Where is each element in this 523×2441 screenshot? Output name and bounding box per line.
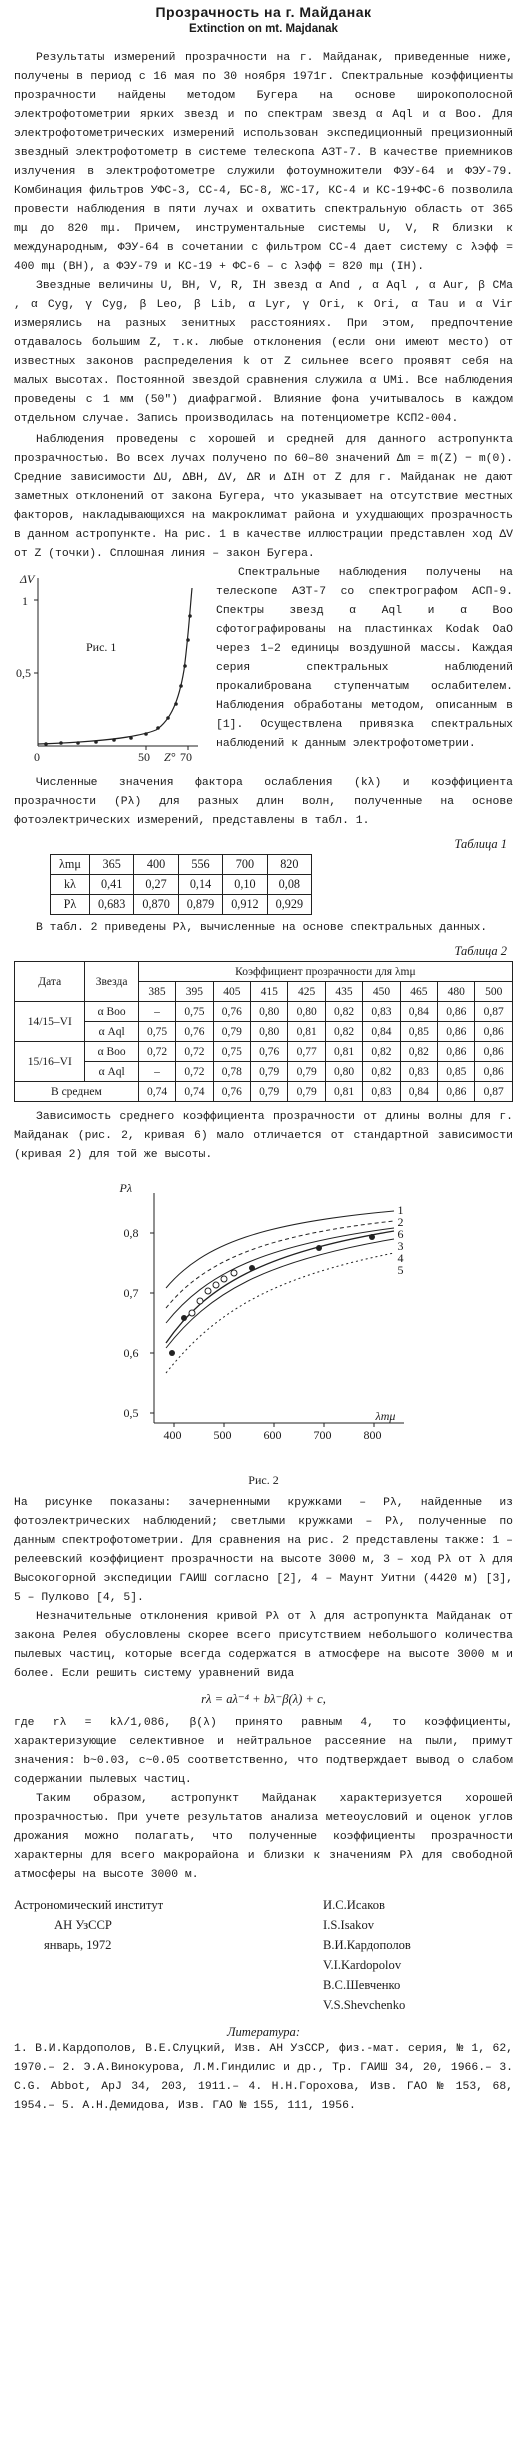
table-2-cell: 0,86	[438, 1002, 475, 1022]
table-2-cell: 0,79	[213, 1022, 250, 1042]
paragraph-conclusion: Таким образом, астропункт Майданак характеризуется хорошей прозрачностью. При учете результатов анализа метеоусловий и оценок углов дрожания можно полагать, что полученные коэффициенты прозрачности характерны для всего макрорайона и близки к значениям Pλ для свободной атмосферы на высоте 3000 м.	[14, 1793, 513, 1881]
table-1-cell: 0,929	[267, 895, 311, 915]
paragraph-table1-intro: Численные значения фактора ослабления (kλ) и коэффициента прозрачности (Pλ) для разных длин волн, полученные на основе фотоэлектрических измерений, представлены в табл. 1.	[14, 777, 513, 827]
paragraph-table2-intro: В табл. 2 приведены Pλ, вычисленные на основе спектральных данных.	[36, 922, 488, 934]
table-2-col: 425	[288, 982, 325, 1002]
table-2-cell: 0,81	[325, 1082, 362, 1102]
table-2-row	[15, 1002, 513, 1022]
table-1-cell: 0,27	[134, 875, 178, 895]
table-2-cell: 0,72	[176, 1062, 213, 1082]
paragraph-figure-legend: На рисунке показаны: зачерненными кружками – Pλ, найденные из фотоэлектрических наблюдений; светлыми кружками – Pλ, полученные по данным спектрофотометрии. Для сравнения на рис. 2 представлены также: 1 – релеевский коэффициент прозрачности на высоте 3000 м, 3 – ход Pλ от λ для Высокогорной экспедиции ГАИШ согласно [2], 4 – Маунт Уитни (4420 м) [3], 5 – Пулково [4, 5].	[14, 1497, 513, 1604]
table-2-cell: 0,81	[288, 1022, 325, 1042]
figure-1-xtick-3: 70	[180, 750, 192, 764]
signature-institution	[14, 1895, 264, 2015]
figure-2-xtick: 400	[163, 1428, 182, 1442]
table-1-header-label: λmμ	[51, 855, 90, 875]
author-en: V.I.Kardopolov	[323, 1958, 402, 1972]
table-2-cell: 0,84	[363, 1022, 400, 1042]
table-2-col: 500	[475, 982, 513, 1002]
author-ru: И.С.Исаков	[323, 1898, 385, 1912]
table-2-cell: 0,86	[438, 1082, 475, 1102]
table-1-cell: 0,14	[178, 875, 222, 895]
figure-1-xtick-2: 50	[138, 750, 150, 764]
figure-2-curve-label: 1	[397, 1203, 404, 1217]
table-2-date: 15/16–VI	[15, 1042, 85, 1082]
table-2-star: α Aql	[85, 1022, 138, 1042]
table-2-cell: 0,86	[475, 1042, 513, 1062]
page-subtitle: Extinction on mt. Majdanak	[189, 23, 338, 35]
table-2-cell: 0,84	[400, 1082, 437, 1102]
figure-1-points	[44, 614, 192, 746]
table-1-col: 365	[89, 855, 133, 875]
table-2-col: 415	[251, 982, 288, 1002]
table-1-cell: 0,879	[178, 895, 222, 915]
table-2-col: 435	[325, 982, 362, 1002]
table-1-col: 556	[178, 855, 222, 875]
table-2-cell: 0,85	[400, 1022, 437, 1042]
figure-1-plot	[16, 570, 206, 770]
table-2-star: α Aql	[85, 1062, 138, 1082]
table-2-col: 395	[176, 982, 213, 1002]
figure-2-xtick: 700	[313, 1428, 332, 1442]
table-2-cell: –	[138, 1062, 175, 1082]
page-title: Прозрачность на г. Майданак	[155, 4, 372, 20]
figure-2-xlabel: λmμ	[375, 1409, 396, 1423]
table-2-cell: 0,80	[288, 1002, 325, 1022]
literature-list	[14, 2040, 513, 2116]
table-2-date: 14/15–VI	[15, 1002, 85, 1042]
table-2-cell: 0,77	[288, 1042, 325, 1062]
academy-name: АН УзССР	[54, 1918, 112, 1932]
table-1-cell: 0,08	[267, 875, 311, 895]
figure-1-caption: Рис. 1	[86, 640, 117, 654]
table-2-cell: 0,87	[475, 1082, 513, 1102]
table-2-col: 465	[400, 982, 437, 1002]
table-2-caption: Таблица 2	[454, 944, 507, 958]
table-2-cell: 0,79	[251, 1082, 288, 1102]
figure-2-curve-label: 2	[397, 1215, 404, 1229]
table-2-cell: 0,82	[363, 1042, 400, 1062]
figure-2-ytick: 0,7	[123, 1286, 139, 1300]
table-2-date: В среднем	[15, 1082, 139, 1102]
table-1-row	[51, 895, 312, 915]
formula: rλ = aλ⁻⁴ + bλ⁻β(λ) + c,	[201, 1692, 326, 1706]
table-2-cell: 0,76	[176, 1022, 213, 1042]
table-2-cell: 0,72	[138, 1042, 175, 1062]
table-1-row-label: Pλ	[51, 895, 90, 915]
table-1-row-label: kλ	[51, 875, 90, 895]
table-2-cell: 0,80	[251, 1002, 288, 1022]
table-2-cell: 0,82	[363, 1062, 400, 1082]
table-2-cell: 0,74	[176, 1082, 213, 1102]
figure-1-xlabel: Z°	[164, 750, 176, 764]
table-2-star: α Boo	[85, 1042, 138, 1062]
table-1-cell: 0,10	[223, 875, 267, 895]
figure-2-ytick: 0,8	[123, 1226, 139, 1240]
signature-block	[14, 1895, 513, 2015]
table-2-col-star: Звезда	[85, 962, 138, 1002]
figure-2-ytick: 0,5	[123, 1406, 139, 1420]
table-2-row	[15, 1042, 513, 1062]
table-2-cell: 0,75	[138, 1022, 175, 1042]
signature-authors	[323, 1895, 513, 2015]
table-1-cell: 0,41	[89, 875, 133, 895]
institution-name: Астрономический институт	[14, 1898, 164, 1912]
table-2-cell: 0,83	[363, 1002, 400, 1022]
table-2-row	[15, 1022, 513, 1042]
paragraph-spectral: Спектральные наблюдения получены на телескопе АЗТ-7 со спектрографом АСП-9. Спектры звезд α Aql и α Boo сфотографированы на пластинках Kodak OaO через 1–2 единицы воздушной массы. Каждая серия спектральных наблюдений прокалибрована ступенчатым ослабителем. Наблюдения обработаны методом, описанным в [1]. Осуществлена привязка спектральных наблюдений к данным электрофотометрии.	[216, 567, 513, 750]
paragraph-deviations: Незначительные отклонения кривой Pλ от λ для астропункта Майданак от закона Релея обусловлены скорее всего присутствием небольшого количества пылевых частиц, которые всегда содержатся в атмосфере на высоте 3000 м и более. Если решить систему уравнений вида	[14, 1611, 513, 1680]
table-2-cell: 0,85	[438, 1062, 475, 1082]
figure-1	[16, 570, 206, 770]
figure-2-curve-label: 3	[397, 1239, 404, 1253]
figure-2-caption: Рис. 2	[248, 1473, 279, 1487]
table-1-col: 820	[267, 855, 311, 875]
figure-2-ylabel: Pλ	[119, 1181, 133, 1195]
paragraph-magnitudes: Звездные величины U, BH, V, R, IH звезд α And , α Aql , α Aur, β CMa , α Cyg, γ Cyg, β Leo, β Lib, α Lyr, γ Ori, κ Ori, α Tau и α Vir измерялись на разных зенитных расстояниях. При этом, предпочтение отдавалось большим Z, т.к. любые отклонения (если они имеют место) от известных законов распределения k от Z сильнее всего проявят себя на малых высотах. Постоянной звездой сравнения служила α UMi. Все наблюдения проведены с 1 мм (50″) диафрагмой. Влияние фона учитывалось в каждом отдельном случае. Запись производилась на потенциометре КСП2-004.	[14, 280, 513, 425]
table-2-cell: 0,86	[475, 1022, 513, 1042]
table-2-cell: 0,86	[438, 1022, 475, 1042]
table-2-cell: 0,86	[438, 1042, 475, 1062]
figure-2-filled-points	[169, 1234, 375, 1356]
table-2-cell: 0,79	[288, 1062, 325, 1082]
table-2-cell: 0,81	[325, 1042, 362, 1062]
table-1-cell: 0,912	[223, 895, 267, 915]
table-2-col: 405	[213, 982, 250, 1002]
figure-1-ylabel: ΔV	[20, 572, 35, 586]
table-2-cell: 0,84	[400, 1002, 437, 1022]
table-1-row	[51, 875, 312, 895]
table-2-cell: 0,80	[325, 1062, 362, 1082]
table-2-cell: 0,74	[138, 1082, 175, 1102]
table-2-cell: 0,82	[325, 1002, 362, 1022]
table-2-cell: 0,86	[475, 1062, 513, 1082]
table-2-cell: 0,82	[400, 1042, 437, 1062]
figure-2-curves	[166, 1211, 394, 1373]
literature-item: 1. В.И.Кардополов, В.Е.Слуцкий, Изв. АН УзССР, физ.-мат. серия, № 1, 62, 1970.– 2. Э.А.Винокурова, Л.М.Гиндилис и др., Тр. ГАИШ 34, 20, 1966.– 3. C.G. Abbot, ApJ 34, 203, 1911.– 4. Н.Н.Горохова, Изв. ГАО № 153, 68, 1954.– 5. А.Н.Демидова, Изв. ГАО № 155, 111, 1956.	[14, 2043, 513, 2112]
table-1	[50, 854, 312, 915]
table-2-cell: 0,79	[288, 1082, 325, 1102]
table-2-cell: 0,76	[251, 1042, 288, 1062]
table-2-cell: –	[138, 1002, 175, 1022]
table-2-star: α Boo	[85, 1002, 138, 1022]
table-2-cell: 0,72	[176, 1042, 213, 1062]
table-2	[14, 961, 513, 1102]
table-2-cell: 0,83	[363, 1082, 400, 1102]
table-1-col: 700	[223, 855, 267, 875]
author-en: V.S.Shevchenko	[323, 1998, 406, 2012]
figure-2-curve-label: 4	[397, 1251, 404, 1265]
table-1-cell: 0,870	[134, 895, 178, 915]
paragraph-dependence: Зависимость среднего коэффициента прозрачности от длины волны для г. Майданак (рис. 2, кривая 6) мало отличается от стандартной зависимости (кривая 2) для той же высоты.	[14, 1111, 513, 1161]
table-1-cell: 0,683	[89, 895, 133, 915]
paragraph-coefficients: где rλ = kλ/1,086, β(λ) принято равным 4, то коэффициенты, характеризующие селективное и нейтральное рассеяние на пыли, примут значения: b~0.03, c~0.05 соответственно, что подтверждает вывод о слабом содержании пылевых частиц.	[14, 1717, 513, 1786]
table-2-col: 480	[438, 982, 475, 1002]
table-2-cell: 0,82	[325, 1022, 362, 1042]
table-2-cell: 0,80	[251, 1022, 288, 1042]
table-1-col: 400	[134, 855, 178, 875]
author-ru: В.С.Шевченко	[323, 1978, 401, 1992]
table-1-caption: Таблица 1	[454, 837, 507, 851]
figure-2-xtick: 800	[363, 1428, 382, 1442]
table-1-header-row	[51, 855, 312, 875]
table-2-cell: 0,76	[213, 1002, 250, 1022]
author-ru: В.И.Кардополов	[323, 1938, 411, 1952]
figure-2-xtick: 500	[213, 1428, 232, 1442]
literature-title: Литература:	[226, 2025, 301, 2039]
table-2-header-row	[15, 962, 513, 982]
figure-2	[114, 1173, 414, 1473]
table-2-row	[15, 1062, 513, 1082]
table-2-col: 385	[138, 982, 175, 1002]
figure-1-xtick-1: 0	[34, 750, 40, 764]
paragraph-intro: Результаты измерений прозрачности на г. Майданак, приведенные ниже, получены в период с 16 мая по 30 ноября 1971г. Спектральные коэффициенты прозрачности найдены методом Бугера на основе широкополосной электрофотометрии ярких звезд и по спектрам звезд α Aql и α Boo. Для электрофотометрических измерений использован экспедиционный прецизионный звездный электрофотометр в системе телескопа АЗТ-7. В качестве приемников излучения в электрофотометре служили фотоумножители ФЭУ-64 и ФЭУ-79. Комбинация фильтров УФС-3, СС-4, БС-8, ЖС-17, КС-4 и КС-19+ФС-6 позволила провести наблюдения в пяти лучах и охватить спектральную область от 365 mμ до 820 mμ. Причем, инструментальные системы U, V, R близки к международным, ФЭУ-64 в сочетании с фильтром СС-4 дает систему с λэфф = 400 mμ (BH), а ФЭУ-79 и КС-19 + ФС-6 – с λэфф = 820 mμ (IH).	[14, 52, 513, 273]
table-2-cell: 0,75	[176, 1002, 213, 1022]
table-2-cell: 0,87	[475, 1002, 513, 1022]
figure-1-ytick-1: 1	[22, 594, 28, 608]
paragraph-observations: Наблюдения проведены с хорошей и средней для данного астропункта прозрачностью. Во всех лучах получено по 60–80 значений Δm = m(Z) − m(0). Средние зависимости ΔU, ΔBH, ΔV, ΔR и ΔIH от Z для г. Майданак не дают заметных отклонений от закона Бугера, что указывает на отсутствие местных факторов, накладывающихся на макроклимат района и ухудшающих прозрачность в данном астропункте. На рис. 1 в качестве иллюстрации представлен ход ΔV от Z (точки). Сплошная линия – закон Бугера.	[14, 434, 513, 560]
table-2-cell: 0,78	[213, 1062, 250, 1082]
table-2-cell: 0,76	[213, 1082, 250, 1102]
figure-1-ytick-2: 0,5	[16, 666, 31, 680]
table-2-col-group: Коэффициент прозрачности для λmμ	[138, 962, 512, 982]
figure-2-ytick: 0,6	[123, 1346, 139, 1360]
table-2-col-date: Дата	[15, 962, 85, 1002]
table-2-col: 450	[363, 982, 400, 1002]
table-2-cell: 0,83	[400, 1062, 437, 1082]
table-2-row-average	[15, 1082, 513, 1102]
figure-2-plot	[114, 1173, 414, 1453]
table-2-cell: 0,79	[251, 1062, 288, 1082]
signature-date: январь, 1972	[44, 1938, 112, 1952]
author-en: I.S.Isakov	[323, 1918, 375, 1932]
figure-2-xtick: 600	[263, 1428, 282, 1442]
figure-2-curve-label: 6	[397, 1227, 404, 1241]
figure-2-curve-label: 5	[397, 1263, 404, 1277]
table-2-cell: 0,75	[213, 1042, 250, 1062]
